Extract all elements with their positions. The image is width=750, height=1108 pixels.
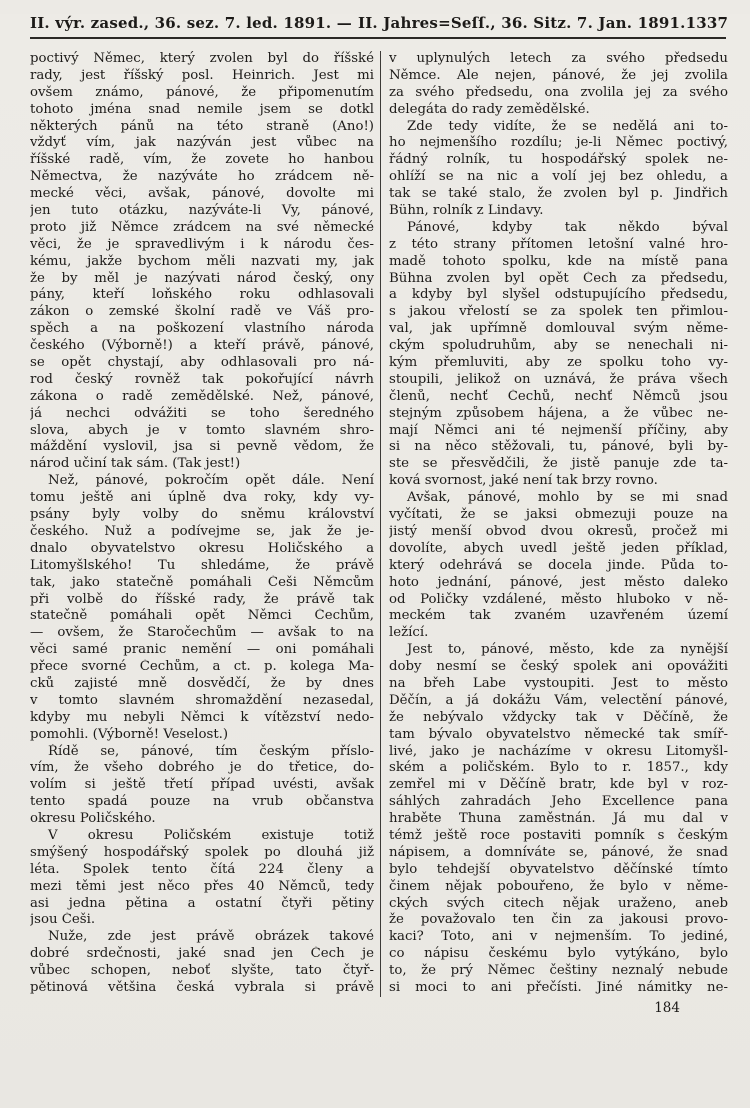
text-line: od Poličky vzdálené, město hluboko v ně- — [389, 591, 728, 607]
text-line: V okresu Poličském existuje totiž — [48, 827, 374, 843]
text-line: který odehrává se docela jinde. Půda to- — [389, 557, 728, 573]
text-line: ležící. — [389, 625, 429, 641]
text-line: nápisem, a domníváte se, pánové, že snad — [389, 844, 728, 860]
paragraph — [30, 473, 374, 743]
text-line: ohlíží se na nic a volí jej bez ohledu, a — [389, 169, 728, 185]
text-line: vím, že všeho dobrého je do třetice, do- — [30, 760, 374, 776]
text-line: dovolíte, abych uvedl ještě jeden příklad, — [389, 540, 728, 556]
text-line: volím si ještě třetí případ uvésti, avšak — [30, 777, 374, 793]
text-line: tohoto jména snad nemile jsem se dotkl — [30, 101, 374, 117]
text-line: ckým spoludruhům, aby se nenechali ni- — [389, 338, 728, 354]
text-line: dobré srdečnosti, jaké snad jen Čech je — [30, 946, 374, 962]
text-line: českého (Výborně!) a kteří právě, pánové, — [30, 338, 374, 354]
text-line: sáhlých zahradách Jeho Excellence pana — [389, 794, 728, 810]
text-line: psány byly volby do sněmu království — [30, 507, 374, 523]
page-number: 1337 — [685, 14, 729, 32]
text-line: ková svornost, jaké není tak brzy rovno. — [389, 473, 658, 489]
text-line: tam bývalo obyvatelstvo německé tak smíř- — [389, 726, 728, 742]
text-line: národ učiní tak sám. (Tak jest!) — [30, 456, 241, 472]
text-line: stejným způsobem hájena, a že vůbec ne- — [389, 405, 728, 421]
text-line: — ovšem, že Staročechům — avšak to na — [30, 625, 374, 641]
text-line: léta. Spolek tento čítá 224 členy a — [30, 861, 374, 877]
page-header — [30, 14, 729, 39]
text-line: v uplynulých letech za svého předsedu — [389, 51, 728, 66]
text-line: při volbě do říšské rady, že právě tak — [30, 591, 374, 607]
text-line: jsou Češi. — [30, 912, 96, 928]
paragraph — [389, 51, 728, 119]
paragraph — [389, 490, 728, 642]
text-line: že by měl je nazývati národ český, ony — [30, 270, 374, 286]
header-czech-session: II. výr. zased., 36. sez. 7. led. 1891. — — [30, 14, 352, 32]
text-line: mezi těmi jest něco přes 40 Němců, tedy — [30, 878, 374, 894]
text-line: ho nejmenšího rozdílu; je-li Němec poctivý, — [389, 135, 728, 151]
text-line: val, jak upřímně domlouval svým něme- — [389, 321, 728, 337]
text-line: tento spadá pouze na vrub občanstva — [30, 794, 374, 810]
text-line: jen tuto otázku, nazýváte-li Vy, pánové, — [30, 203, 374, 219]
text-line: témž ještě roce postaviti pomník s českým — [389, 827, 728, 843]
text-line: já nechci odvážiti se toho šeredného — [30, 405, 374, 421]
text-line: statečně pomáhali opět Němci Čechům, — [30, 608, 374, 624]
paragraph — [389, 642, 728, 997]
text-line: Němectva, že nazýváte ho zrádcem ně- — [30, 169, 374, 185]
text-line: si na něco stěžovali, tu, pánové, byli by- — [389, 439, 728, 455]
header-german-session: II. Jahres=Seſſ., 36. Sitz. 7. Jan. 1891. — [357, 14, 686, 32]
text-line: rady, jest říšský posl. Heinrich. Jest mi — [30, 67, 374, 83]
text-line: Než, pánové, pokročím opět dále. Není — [48, 473, 374, 489]
header-session-line — [30, 14, 686, 32]
text-line: tak, jako statečně pomáhali Češi Němcům — [30, 574, 374, 590]
text-line: Bühna zvolen byl opět Čech za předsedu, — [389, 270, 728, 286]
two-column-text — [30, 51, 728, 997]
text-line: doby nesmí se český spolek ani opovážiti — [389, 659, 728, 675]
text-line: pomohli. (Výborně! Veselost.) — [30, 726, 229, 742]
text-line: hoto jednání, pánové, jest město daleko — [389, 574, 728, 590]
text-line: slova, abych je v tomto slavném shro- — [30, 422, 374, 438]
text-line: rod český rovněž tak pokořující návrh — [30, 371, 374, 387]
text-line: zákon o zemské školní radě ve Váš pro- — [30, 304, 374, 320]
text-line: meckém tak zvaném uzavřeném území — [389, 608, 728, 624]
text-line: Nuže, zde jest právě obrázek takové — [48, 929, 374, 945]
text-line: cků zajisté mně dosvědčí, že by dnes — [30, 675, 374, 691]
paragraph — [30, 828, 374, 929]
document-page — [0, 14, 750, 1108]
text-line: Avšak, pánové, mohlo by se mi snad — [407, 490, 728, 506]
text-line: smýšený hospodářský spolek po dlouhá již — [30, 844, 374, 860]
text-line: okresu Poličského. — [30, 811, 156, 827]
text-line: pány, kteří loňského roku odhlasovali — [30, 287, 374, 303]
text-line: v tomto slavném shromaždění nezasedal, — [30, 692, 374, 708]
text-line: tomu ještě ani úplně dva roky, kdy vy- — [30, 490, 374, 506]
text-line: bylo tehdejší obyvatelstvo děčínské tímto — [389, 861, 728, 877]
text-line: vyčítati, že se jaksi obmezuji pouze na — [389, 507, 728, 523]
text-line: kým přemluviti, aby ze spolku toho vy- — [389, 355, 728, 371]
text-line: ckých svých citech nějak uraženo, aneb — [389, 895, 728, 911]
text-line: livé, jako je nacházíme v okresu Litomyšl- — [389, 743, 728, 759]
text-line: vždyť vím, jak nazýván jest vůbec na — [30, 135, 374, 151]
text-line: Němce. Ale nejen, pánové, že jej zvolila — [389, 67, 728, 83]
text-line: mecké věci, avšak, pánové, dovolte mi — [30, 186, 374, 202]
text-line: zákona o radě zemědělské. Než, pánové, — [30, 388, 374, 404]
text-line: hraběte Thuna zaměstnán. Já mu dal v — [389, 811, 728, 827]
text-line: za svého předsedu, ona zvolila jej za svého — [389, 84, 728, 100]
text-line: ovšem známo, pánové, že připomenutím — [30, 84, 374, 100]
text-line: spěch a na poškození vlastního národa — [30, 321, 374, 337]
text-line: Děčín, a já dokážu Vám, velectění pánové, — [389, 692, 728, 708]
paragraph — [30, 744, 374, 828]
text-line: Litomyšlského! Tu shledáme, že právě — [30, 557, 374, 573]
text-line: že považovalo ten čin za jakousi provo- — [389, 912, 728, 928]
text-line: si moci to ani přečísti. Jiné námitky ne- — [389, 979, 728, 995]
text-line: kdyby mu nebyli Němci k vítězství nedo- — [30, 709, 374, 725]
text-line: Zde tedy vidíte, že se nedělá ani to- — [407, 118, 728, 134]
paragraph — [30, 929, 374, 997]
text-line: ském a poličském. Bylo to r. 1857., kdy — [389, 760, 728, 776]
text-line: delegáta do rady zemědělské. — [389, 101, 590, 117]
text-line: madě tohoto spolku, kde na místě pana — [389, 253, 728, 269]
sheet-number: 184 — [654, 999, 680, 1016]
text-line: kému, jakže bychom měli nazvati my, jak — [30, 253, 374, 269]
text-line: jistý menší obvod dvou okresů, pročež mi — [389, 523, 728, 539]
text-line: kaci? Toto, ani v nejmenším. To jediné, — [389, 929, 728, 945]
text-line: máždění vyslovil, jsa si pevně vědom, že — [30, 439, 374, 455]
text-line: co nápisu českému bylo vytýkáno, bylo — [389, 946, 728, 962]
text-line: věci samé pranic nemění — oni pomáhali — [30, 642, 374, 658]
text-line: s jakou vřelostí se za spolek ten přimlou- — [389, 304, 728, 320]
text-line: se opět chystají, aby odhlasovali pro ná- — [30, 355, 374, 371]
text-line: že nebývalo vždycky tak v Děčíně, že — [389, 709, 728, 725]
text-line: a kdyby byl slyšel odstupujícího předsedu, — [389, 287, 728, 303]
text-line: asi jedna pětina a ostatní čtyři pětiny — [30, 895, 374, 911]
text-line: přece svorné Čechům, a ct. p. kolega Ma- — [30, 659, 374, 675]
text-line: na břeh Labe vystoupiti. Jest to město — [389, 675, 728, 691]
text-line: některých pánů na této straně (Ano!) — [30, 118, 374, 134]
text-line: Bühn, rolník z Lindavy. — [389, 203, 544, 219]
column-right — [381, 51, 728, 997]
text-line: tak se také stalo, že zvolen byl p. Jindřich — [389, 186, 728, 202]
text-line: říšské radě, vím, že zovete ho hanbou — [30, 152, 374, 168]
text-line: Řídě se, pánové, tím českým příslo- — [48, 743, 374, 759]
text-line: řádný rolník, tu hospodářský spolek ne- — [389, 152, 728, 168]
text-line: pětinová většina česká vybrala si právě — [30, 979, 374, 995]
text-line: zemřel mi v Děčíně bratr, kde byl v roz- — [389, 777, 728, 793]
text-line: dnalo obyvatelstvo okresu Holičského a — [30, 540, 374, 556]
text-line: poctivý Němec, který zvolen byl do říšské — [30, 51, 374, 66]
text-line: proto již Němce zrádcem na své německé — [30, 219, 374, 235]
text-line: členů, nechť Čechů, nechť Němců jsou — [389, 388, 728, 404]
column-left — [30, 51, 380, 997]
text-line: českého. Nuž a podívejme se, jak že je- — [30, 523, 374, 539]
text-line: ste se přesvědčili, že jistě panuje zde ta- — [389, 456, 728, 472]
text-line: mají Němci ani té nejmenší příčiny, aby — [389, 422, 728, 438]
text-line: Pánové, kdyby tak někdo býval — [407, 219, 728, 235]
text-line: vůbec schopen, neboť slyšte, tato čtyř- — [30, 963, 374, 979]
text-line: z této strany přítomen letošní valné hro- — [389, 236, 728, 252]
text-line: to, že prý Němec češtiny neznalý nebude — [389, 963, 728, 979]
text-line: činem nějak pobouřeno, že bylo v něme- — [389, 878, 728, 894]
paragraph — [30, 51, 374, 473]
text-line: stoupili, jelikož on uznává, že práva všech — [389, 371, 728, 387]
paragraph — [389, 220, 728, 490]
text-line: věci, že je spravedlivým i k národu čes- — [30, 236, 374, 252]
paragraph — [389, 119, 728, 220]
text-line: Jest to, pánové, město, kde za nynější — [407, 642, 728, 658]
